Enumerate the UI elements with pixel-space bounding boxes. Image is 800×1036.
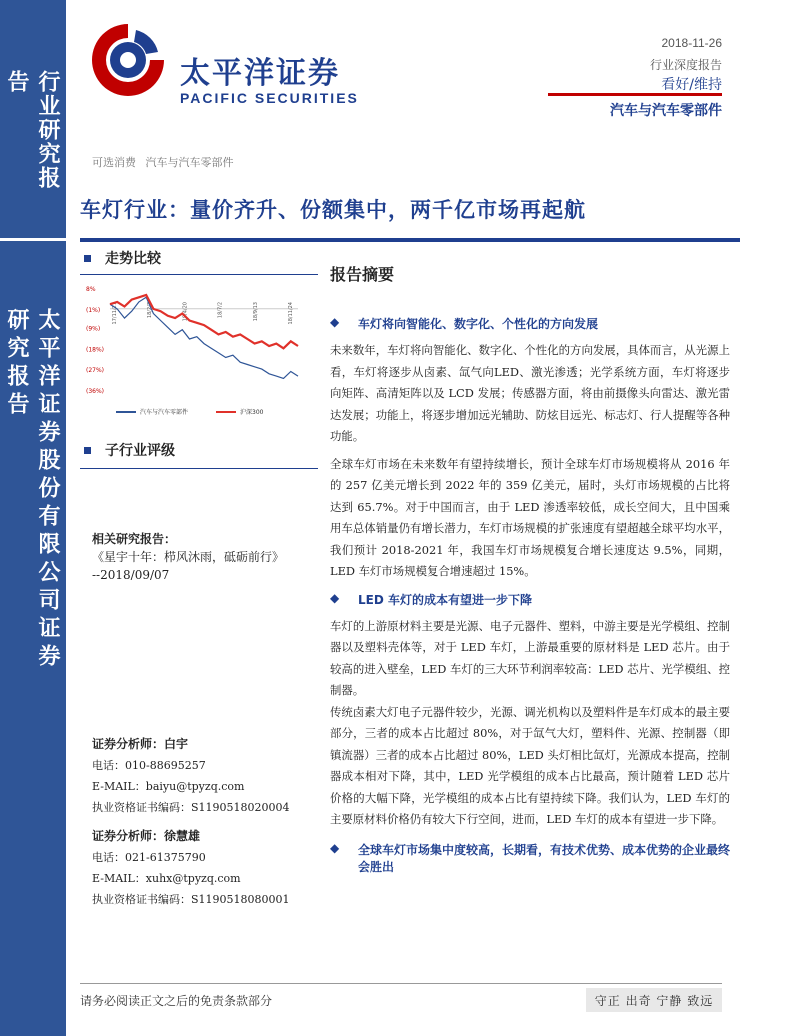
section-divider <box>80 468 318 469</box>
breadcrumb-item: 汽车与汽车零部件 <box>145 156 234 169</box>
analyst-email[interactable]: E-MAIL：xuhx@tpyzq.com <box>92 872 241 885</box>
series-line-0 <box>110 297 298 378</box>
brand-name-en: PACIFIC SECURITIES <box>180 90 359 106</box>
summary-bullet <box>330 315 730 332</box>
y-tick-label: (27%) <box>86 367 105 375</box>
header-divider <box>548 93 722 96</box>
summary-paragraph: 车灯的上游原材料主要是光源、电子元器件、塑料，中游主要是光学模组、控制器以及塑料壳体等，对于 LED 车灯，上游最重要的原材料是 LED 芯片。由于较高的进入壁垒，LED 车灯的三大环节利润率较高：LED 芯片、光学模组、控制器。 <box>330 618 730 697</box>
section-divider <box>80 274 318 275</box>
analyst-phone: 电话：010-88695257 <box>92 759 206 772</box>
related-title: 相关研究报告： <box>92 532 177 546</box>
title-divider <box>80 238 740 242</box>
sidebar-top-label: 行业研究报告 <box>4 70 61 190</box>
disclaimer-link[interactable]: 请务必阅读正文之后的免责条款部分 <box>80 994 273 1008</box>
motto: 守正 出奇 宁静 致远 <box>586 988 722 1012</box>
sidebar <box>0 0 66 1036</box>
company-logo-icon <box>88 20 168 100</box>
x-tick-label: 18/9/13 <box>252 302 259 322</box>
y-tick-label: (18%) <box>86 346 105 354</box>
y-tick-label: 8% <box>86 286 96 293</box>
sidebar-bottom-label: 太平洋证券股份有限公司证券研究报告 <box>4 308 61 672</box>
trend-heading <box>80 248 318 268</box>
bullet-text: 全球车灯市场集中度较高，长期看，有技术优势、成本优势的企业最终会胜出 <box>358 842 731 874</box>
sub-rating-section <box>80 440 318 469</box>
x-tick-label: 18/7/2 <box>217 302 224 319</box>
analyst-name: 证券分析师：白宇 <box>92 737 189 751</box>
related-research <box>92 530 312 584</box>
left-column <box>80 248 318 275</box>
legend-label: 沪深300 <box>240 409 264 416</box>
summary-paragraph: 传统卤素大灯电子元器件较少，光源、调光机构以及塑料件是车灯成本的最主要部分，三者的成本占比超过 80%，对于氙气大灯，塑料件、光源、控制器（即镇流器）三者的成本占比超过 80%，LED 头灯相比氙灯，光源成本提高，控制器成本相对下降，其中，LED 光学模组的成本占比最高，预计随着 LED 芯片价格的大幅下降，光学模组的成本占比有望持续下降。我们认为，LED 车灯的主要原材料价格仍有较大下行空间，进而，LED 车灯的成本有望进一步下降。 <box>330 704 730 826</box>
related-item: 《星宇十年：栉风沐雨，砥砺前行》 <box>92 550 285 564</box>
legend-label: 汽车与汽车零部件 <box>140 409 189 416</box>
related-date: --2018/09/07 <box>92 568 170 582</box>
breadcrumb-item: 可选消费 <box>92 156 136 169</box>
breadcrumb <box>92 154 240 170</box>
summary-bullet <box>330 591 730 608</box>
report-type: 行业深度报告 <box>649 58 722 72</box>
rating: 看好/维持 <box>661 77 722 93</box>
sector: 汽车与汽车零部件 <box>610 103 722 119</box>
analyst-email[interactable]: E-MAIL：baiyu@tpyzq.com <box>92 780 245 793</box>
analyst-card <box>92 826 312 910</box>
bullet-text: LED 车灯的成本有望进一步下降 <box>358 592 532 607</box>
y-tick-label: (1%) <box>86 306 101 314</box>
x-tick-label: 18/2/7 <box>147 302 154 319</box>
summary-title: 报告摘要 <box>330 265 395 284</box>
sub-rating-title: 子行业评级 <box>105 443 175 459</box>
page-title: 车灯行业：量价齐升、份额集中，两千亿市场再起航 <box>80 197 586 222</box>
trend-chart <box>86 282 308 422</box>
summary-column <box>330 262 730 883</box>
analyst-license: 执业资格证书编码：S1190518020004 <box>92 801 290 814</box>
diamond-icon: ◆ <box>330 590 340 605</box>
summary-bullet <box>330 841 730 875</box>
x-tick-label: 18/4/20 <box>182 302 189 322</box>
x-tick-label: 18/11/24 <box>288 302 294 325</box>
report-date: 2018-11-26 <box>661 36 722 50</box>
analyst-license: 执业资格证书编码：S1190518080001 <box>92 893 290 906</box>
sub-rating-heading <box>80 440 318 460</box>
diamond-icon: ◆ <box>330 840 340 855</box>
brand-name-cn: 太平洋证券 <box>180 56 340 91</box>
bullet-text: 车灯将向智能化、数字化、个性化的方向发展 <box>358 317 599 331</box>
analyst-card <box>92 734 312 818</box>
trend-title: 走势比较 <box>105 251 161 267</box>
footer-divider <box>80 983 722 984</box>
sidebar-top <box>0 0 66 241</box>
summary-paragraph: 未来数年，车灯将向智能化、数字化、个性化的方向发展，具体而言，从光源上看，车灯将逐步从卤素、氙气向LED、激光渗透；光学系统方面，车灯将逐步向矩阵、高清矩阵以及 LCD 发展；传感器方面，将由前摄像头向雷达、激光雷达发展；功能上，将逐步增加远光辅助、防炫目远光、标志灯、行人提醒等各种功能。 <box>330 343 730 443</box>
square-bullet-icon <box>84 447 91 454</box>
analyst-phone: 电话：021-61375790 <box>92 851 206 864</box>
summary-paragraph: 全球车灯市场在未来数年有望持续增长，预计全球车灯市场规模将从 2016 年的 257 亿美元增长到 2022 年的 359 亿美元，届时，头灯市场规模的占比将达到 65.7%。对于中国而言，由于 LED 渗透率较低，成长空间大，且中国乘用车总体销量仍有增长潜力，车灯市场规模的扩张速度有望超越全球平均水平，我们预计 2018-2021 年，我国车灯市场规模复合增长速度达 9.5%，同期，LED 车灯市场规模复合增速超过 15%。 <box>330 456 730 578</box>
y-tick-label: (36%) <box>86 388 105 395</box>
y-tick-label: (9%) <box>86 325 101 333</box>
x-tick-label: 17/11/27 <box>112 302 118 325</box>
diamond-icon: ◆ <box>330 315 340 329</box>
square-bullet-icon <box>84 255 91 262</box>
analyst-name: 证券分析师：徐慧雄 <box>92 829 201 843</box>
